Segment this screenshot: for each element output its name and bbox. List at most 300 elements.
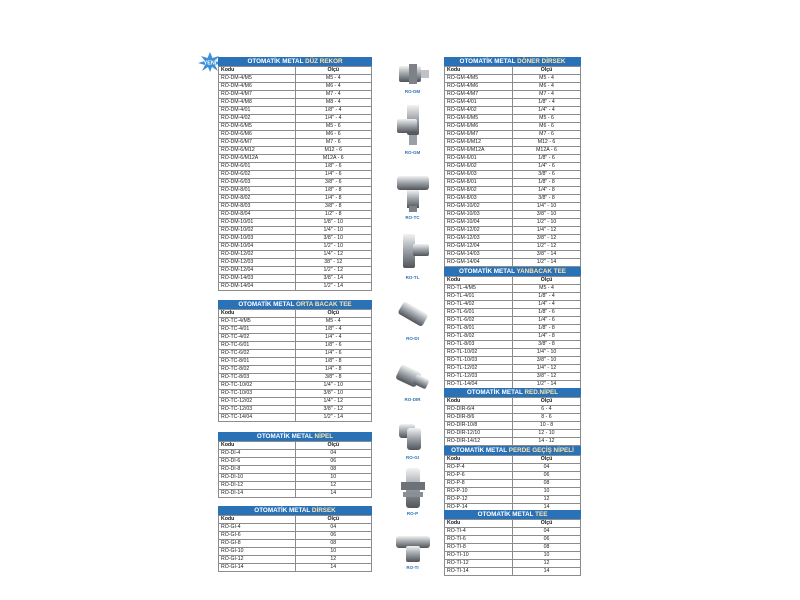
product-code-cell: RO-TL-4/M5 — [445, 285, 513, 293]
product-code-cell: RO-TI-12 — [445, 560, 513, 568]
table-header-row — [445, 398, 581, 406]
product-size-cell: 1/2" - 10 — [513, 219, 581, 227]
product-code-cell: RO-DI-6 — [219, 458, 296, 466]
product-size-cell: 3/8" - 10 — [513, 357, 581, 365]
table-row — [219, 524, 372, 532]
product-size-cell: 1/2" - 10 — [295, 243, 372, 251]
table-row — [219, 219, 372, 227]
section-red-nipel — [444, 388, 581, 446]
table-row — [445, 293, 581, 301]
product-code-cell: RO-TC-4/M5 — [219, 318, 296, 326]
section-orta-bacak-tee — [218, 300, 372, 422]
section-header — [444, 388, 581, 397]
product-code-cell: RO-TC-6/01 — [219, 342, 296, 350]
product-size-cell: 1/8" - 4 — [295, 107, 372, 115]
table-row — [219, 267, 372, 275]
product-code-cell: RO-DM-6/M6 — [219, 131, 296, 139]
table-row — [219, 382, 372, 390]
table-row — [219, 334, 372, 342]
table-row — [445, 123, 581, 131]
table-row — [445, 438, 581, 446]
table-row — [445, 406, 581, 414]
column-header-size: Ölçü — [513, 398, 581, 406]
product-code-cell: RO-GM-4/01 — [445, 99, 513, 107]
table-row — [445, 544, 581, 552]
product-size-cell: M6 - 4 — [295, 83, 372, 91]
product-size-cell: 1/2" - 14 — [513, 381, 581, 389]
product-code-cell: RO-TL-8/03 — [445, 341, 513, 349]
section-title-prefix: OTOMATİK METAL — [477, 511, 536, 518]
table-row — [219, 155, 372, 163]
product-code-cell: RO-TI-4 — [445, 528, 513, 536]
table-row — [445, 472, 581, 480]
product-size-cell: 3/8" - 10 — [295, 235, 372, 243]
product-table — [444, 455, 581, 512]
table-row — [219, 326, 372, 334]
table-row — [445, 414, 581, 422]
table-row — [445, 107, 581, 115]
product-code-cell: RO-GM-10/03 — [445, 211, 513, 219]
product-code-cell: RO-DI-14 — [219, 490, 296, 498]
product-ro-ti — [385, 530, 440, 570]
table-row — [219, 163, 372, 171]
tee-icon — [392, 530, 434, 564]
product-code-cell: RO-GM-8/03 — [445, 195, 513, 203]
product-size-cell: 8 - 6 — [513, 414, 581, 422]
product-size-cell: M6 - 6 — [295, 131, 372, 139]
column-header-code: Kodu — [445, 277, 513, 285]
product-size-cell: 12 — [513, 560, 581, 568]
table-row — [219, 532, 372, 540]
section-title-product: ORTA BACAK TEE — [295, 301, 352, 308]
product-size-cell: 3/8" - 14 — [513, 251, 581, 259]
product-size-cell: M6 - 4 — [513, 83, 581, 91]
table-row — [219, 482, 372, 490]
product-code-cell: RO-DI-4 — [219, 450, 296, 458]
table-row — [219, 83, 372, 91]
product-size-cell: 3/8" - 6 — [295, 179, 372, 187]
table-row — [445, 91, 581, 99]
product-code-cell: RO-DM-4/M7 — [219, 91, 296, 99]
product-size-cell: M5 - 6 — [295, 123, 372, 131]
section-title-prefix: OTOMATİK METAL — [256, 433, 315, 440]
section-perde-gecis-nipeli — [444, 446, 581, 512]
table-row — [219, 398, 372, 406]
product-size-cell: 08 — [513, 480, 581, 488]
product-size-cell: 3/8" - 6 — [513, 171, 581, 179]
product-code-cell: RO-DI-8 — [219, 466, 296, 474]
table-row — [219, 548, 372, 556]
table-row — [219, 283, 372, 291]
section-title-prefix: OTOMATİK METAL — [466, 389, 525, 396]
product-code-cell: RO-TL-12/03 — [445, 373, 513, 381]
table-row — [445, 365, 581, 373]
product-size-cell: 1/8" - 4 — [513, 99, 581, 107]
section-title-prefix: OTOMATİK METAL — [238, 301, 296, 308]
column-header-size: Ölçü — [513, 456, 581, 464]
table-row — [219, 390, 372, 398]
product-size-cell: 14 — [513, 568, 581, 576]
product-table — [218, 515, 372, 572]
product-code-cell: RO-DM-4/02 — [219, 115, 296, 123]
table-row — [219, 227, 372, 235]
section-tee — [444, 510, 581, 576]
product-code-cell: RO-DM-8/02 — [219, 195, 296, 203]
column-header-code: Kodu — [219, 442, 296, 450]
table-header-row — [445, 456, 581, 464]
product-ro-tl — [385, 230, 440, 280]
product-code-cell: RO-DI-10 — [219, 474, 296, 482]
straight-fitting-icon — [395, 62, 431, 88]
product-code-cell: RO-GM-8/01 — [445, 179, 513, 187]
product-size-cell: M12 - 6 — [295, 147, 372, 155]
product-size-cell: 12 — [295, 556, 372, 564]
product-size-cell: 10 - 8 — [513, 422, 581, 430]
product-ro-p — [385, 466, 440, 516]
section-title-product: DİRSEK — [311, 507, 336, 514]
bulkhead-nipple-icon — [393, 466, 433, 510]
product-code-cell: RO-GI-6 — [219, 532, 296, 540]
table-row — [445, 301, 581, 309]
product-size-cell: 1/8" - 4 — [513, 293, 581, 301]
product-size-cell: 04 — [513, 528, 581, 536]
elbow-icon — [395, 418, 431, 454]
table-row — [219, 75, 372, 83]
section-dirsek — [218, 506, 372, 572]
table-row — [445, 99, 581, 107]
product-code-cell: RO-TC-10/03 — [219, 390, 296, 398]
table-row — [219, 458, 372, 466]
product-code-cell: RO-GM-6/M7 — [445, 131, 513, 139]
product-code-cell: RO-DM-10/02 — [219, 227, 296, 235]
table-row — [445, 235, 581, 243]
product-table — [444, 276, 581, 389]
table-row — [445, 171, 581, 179]
product-code-cell: RO-DM-6/M7 — [219, 139, 296, 147]
product-code-cell: RO-TC-4/02 — [219, 334, 296, 342]
product-size-cell: 1/2" - 14 — [295, 283, 372, 291]
product-table — [218, 441, 372, 498]
table-row — [219, 374, 372, 382]
product-size-cell: 1/4" - 10 — [295, 227, 372, 235]
column-header-size: Ölçü — [295, 310, 372, 318]
product-size-cell: 1/4" - 8 — [295, 195, 372, 203]
product-code-cell: RO-GM-14/03 — [445, 251, 513, 259]
product-code-cell: RO-DIR-14/12 — [445, 438, 513, 446]
section-title-product: YANBACAK TEE — [516, 268, 566, 275]
product-size-cell: 1/4" - 6 — [513, 317, 581, 325]
product-size-cell: 1/4" - 4 — [295, 334, 372, 342]
table-row — [219, 243, 372, 251]
product-code-cell: RO-DM-6/M5 — [219, 123, 296, 131]
product-size-cell: 1/4" - 10 — [513, 203, 581, 211]
product-code-cell: RO-TL-4/02 — [445, 301, 513, 309]
product-size-cell: 3/8" - 8 — [513, 195, 581, 203]
product-code-cell: RO-GM-10/02 — [445, 203, 513, 211]
table-row — [219, 99, 372, 107]
section-title-product: TEE — [535, 511, 548, 518]
product-image-column — [385, 0, 440, 600]
product-code-cell: RO-DIR-6/4 — [445, 406, 513, 414]
product-code-cell: RO-GM-14/04 — [445, 259, 513, 267]
table-row — [445, 349, 581, 357]
table-row — [219, 179, 372, 187]
product-size-cell: M8 - 4 — [295, 99, 372, 107]
column-header-code: Kodu — [445, 67, 513, 75]
table-row — [219, 366, 372, 374]
product-label: RO-DI — [406, 336, 419, 341]
table-row — [219, 318, 372, 326]
table-header-row — [219, 67, 372, 75]
section-nipel — [218, 432, 372, 498]
product-code-cell: RO-GM-6/01 — [445, 155, 513, 163]
table-row — [445, 496, 581, 504]
product-code-cell: RO-TC-8/02 — [219, 366, 296, 374]
product-size-cell: 38" - 12 — [295, 259, 372, 267]
product-size-cell: 1/8" - 4 — [295, 326, 372, 334]
product-label: RO-TL — [405, 275, 420, 280]
product-ro-gm — [385, 103, 440, 155]
product-code-cell: RO-GM-10/04 — [445, 219, 513, 227]
product-code-cell: RO-P-10 — [445, 488, 513, 496]
table-row — [445, 552, 581, 560]
product-size-cell: 3/8" - 8 — [295, 203, 372, 211]
product-size-cell: 3/8" - 8 — [295, 374, 372, 382]
table-row — [219, 564, 372, 572]
product-label: RO-DIR — [404, 397, 421, 402]
product-code-cell: RO-TC-6/02 — [219, 350, 296, 358]
table-row — [445, 528, 581, 536]
product-code-cell: RO-TL-10/02 — [445, 349, 513, 357]
product-code-cell: RO-P-8 — [445, 480, 513, 488]
product-size-cell: 04 — [295, 524, 372, 532]
table-row — [445, 251, 581, 259]
product-size-cell: 1/4" - 12 — [513, 365, 581, 373]
product-code-cell: RO-DM-8/03 — [219, 203, 296, 211]
table-row — [445, 480, 581, 488]
product-code-cell: RO-GM-6/M12 — [445, 139, 513, 147]
section-title-product: PERDE GEÇİŞ NİPELİ — [508, 447, 574, 454]
product-code-cell: RO-GM-4/M5 — [445, 75, 513, 83]
product-code-cell: RO-DM-10/03 — [219, 235, 296, 243]
nipple-icon — [393, 295, 433, 335]
product-code-cell: RO-TL-6/02 — [445, 317, 513, 325]
section-title-product: DÜZ REKOR — [305, 58, 343, 65]
product-size-cell: 3/8" - 10 — [513, 211, 581, 219]
product-size-cell: 1/4" - 12 — [513, 227, 581, 235]
product-size-cell: 1/8" - 6 — [295, 163, 372, 171]
table-row — [219, 147, 372, 155]
product-code-cell: RO-DM-12/02 — [219, 251, 296, 259]
column-header-code: Kodu — [445, 398, 513, 406]
table-row — [445, 195, 581, 203]
product-size-cell: 3/8" - 12 — [513, 373, 581, 381]
table-row — [445, 163, 581, 171]
product-size-cell: 10 — [513, 552, 581, 560]
product-code-cell: RO-GI-4 — [219, 524, 296, 532]
product-code-cell: RO-DM-4/M5 — [219, 75, 296, 83]
product-code-cell: RO-GI-10 — [219, 548, 296, 556]
table-row — [445, 536, 581, 544]
table-row — [219, 211, 372, 219]
table-row — [219, 91, 372, 99]
table-row — [219, 406, 372, 414]
product-code-cell: RO-TC-12/03 — [219, 406, 296, 414]
product-code-cell: RO-TC-8/03 — [219, 374, 296, 382]
product-size-cell: 04 — [513, 464, 581, 472]
product-size-cell: 1/2" - 14 — [513, 259, 581, 267]
table-header-row — [219, 442, 372, 450]
table-row — [219, 350, 372, 358]
product-size-cell: 10 — [513, 488, 581, 496]
product-code-cell: RO-GM-4/M6 — [445, 83, 513, 91]
product-size-cell: 14 — [513, 504, 581, 512]
table-row — [219, 123, 372, 131]
product-code-cell: RO-DM-10/01 — [219, 219, 296, 227]
column-header-size: Ölçü — [513, 67, 581, 75]
product-size-cell: 1/8" - 8 — [513, 179, 581, 187]
table-row — [445, 227, 581, 235]
side-tee-icon — [393, 230, 433, 274]
column-header-code: Kodu — [219, 516, 296, 524]
table-row — [219, 540, 372, 548]
product-size-cell: 12 - 10 — [513, 430, 581, 438]
table-header-row — [219, 310, 372, 318]
product-size-cell: 1/4" - 10 — [513, 349, 581, 357]
product-size-cell: 1/4" - 6 — [295, 171, 372, 179]
table-row — [445, 259, 581, 267]
section-header — [218, 506, 372, 515]
product-code-cell: RO-DM-6/02 — [219, 171, 296, 179]
product-code-cell: RO-DM-6/M12 — [219, 147, 296, 155]
table-row — [219, 474, 372, 482]
table-row — [445, 373, 581, 381]
column-header-size: Ölçü — [295, 442, 372, 450]
product-size-cell: 08 — [295, 466, 372, 474]
table-row — [445, 243, 581, 251]
table-row — [445, 309, 581, 317]
product-size-cell: 1/4" - 10 — [295, 382, 372, 390]
table-row — [445, 341, 581, 349]
product-code-cell: RO-GM-12/04 — [445, 243, 513, 251]
product-size-cell: 3/8" - 10 — [295, 390, 372, 398]
table-row — [445, 179, 581, 187]
column-header-size: Ölçü — [513, 520, 581, 528]
product-size-cell: 14 — [295, 490, 372, 498]
product-code-cell: RO-GM-6/M5 — [445, 115, 513, 123]
table-row — [219, 131, 372, 139]
center-tee-icon — [393, 166, 433, 214]
product-code-cell: RO-P-14 — [445, 504, 513, 512]
product-code-cell: RO-DM-8/01 — [219, 187, 296, 195]
table-row — [445, 333, 581, 341]
table-row — [445, 187, 581, 195]
product-label: RO-P — [406, 511, 419, 516]
section-header — [218, 300, 372, 309]
table-row — [219, 195, 372, 203]
product-size-cell: M7 - 6 — [513, 131, 581, 139]
section-yanbacak-tee — [444, 267, 581, 389]
table-row — [445, 317, 581, 325]
table-header-row — [445, 67, 581, 75]
product-size-cell: 1/8" - 10 — [295, 219, 372, 227]
column-header-code: Kodu — [219, 67, 296, 75]
table-row — [219, 466, 372, 474]
product-code-cell: RO-P-12 — [445, 496, 513, 504]
table-row — [219, 107, 372, 115]
product-size-cell: 08 — [513, 544, 581, 552]
table-row — [219, 450, 372, 458]
product-size-cell: 08 — [295, 540, 372, 548]
table-header-row — [445, 277, 581, 285]
table-row — [445, 430, 581, 438]
product-size-cell: 1/4" - 4 — [513, 107, 581, 115]
product-code-cell: RO-GM-6/02 — [445, 163, 513, 171]
table-row — [219, 251, 372, 259]
product-size-cell: 1/4" - 8 — [295, 366, 372, 374]
product-size-cell: M12 - 6 — [513, 139, 581, 147]
table-row — [445, 325, 581, 333]
product-code-cell: RO-GI-8 — [219, 540, 296, 548]
product-size-cell: 06 — [295, 458, 372, 466]
section-title-product: RED.NİPEL — [524, 389, 559, 396]
section-title-prefix: OTOMATİK METAL — [247, 58, 306, 65]
product-size-cell: 10 — [295, 548, 372, 556]
product-size-cell: 06 — [513, 472, 581, 480]
product-code-cell: RO-DM-12/04 — [219, 267, 296, 275]
product-size-cell: 1/8" - 8 — [295, 187, 372, 195]
product-code-cell: RO-DM-10/04 — [219, 243, 296, 251]
section-header — [218, 57, 372, 66]
product-size-cell: 1/4" - 6 — [513, 163, 581, 171]
section-header — [218, 432, 372, 441]
table-row — [219, 556, 372, 564]
product-table — [218, 66, 372, 291]
product-code-cell: RO-GM-4/02 — [445, 107, 513, 115]
column-header-size: Ölçü — [513, 277, 581, 285]
table-row — [445, 488, 581, 496]
product-code-cell: RO-GI-14 — [219, 564, 296, 572]
product-code-cell: RO-DIR-12/10 — [445, 430, 513, 438]
product-code-cell: RO-TL-10/03 — [445, 357, 513, 365]
product-code-cell: RO-TL-8/02 — [445, 333, 513, 341]
product-size-cell: 1/8" - 6 — [513, 309, 581, 317]
section-duz-rekor — [218, 57, 372, 291]
product-size-cell: 06 — [295, 532, 372, 540]
product-size-cell: M7 - 6 — [295, 139, 372, 147]
table-row — [219, 235, 372, 243]
product-code-cell: RO-TI-8 — [445, 544, 513, 552]
product-code-cell: RO-GM-6/03 — [445, 171, 513, 179]
table-row — [445, 219, 581, 227]
product-table — [444, 519, 581, 576]
product-size-cell: 3/8" - 8 — [513, 341, 581, 349]
product-ro-tc — [385, 166, 440, 220]
product-code-cell: RO-GM-12/03 — [445, 235, 513, 243]
product-size-cell: M5 - 4 — [295, 318, 372, 326]
section-title-prefix: OTOMATİK METAL — [451, 447, 509, 454]
product-code-cell: RO-TL-14/04 — [445, 381, 513, 389]
product-size-cell: M5 - 4 — [513, 75, 581, 83]
product-size-cell: 3/8" - 12 — [513, 235, 581, 243]
column-header-size: Ölçü — [295, 516, 372, 524]
product-code-cell: RO-DM-6/M12A — [219, 155, 296, 163]
table-row — [445, 139, 581, 147]
table-row — [445, 560, 581, 568]
table-row — [445, 203, 581, 211]
table-row — [219, 342, 372, 350]
section-title-product: DÖNER DİRSEK — [517, 58, 566, 65]
